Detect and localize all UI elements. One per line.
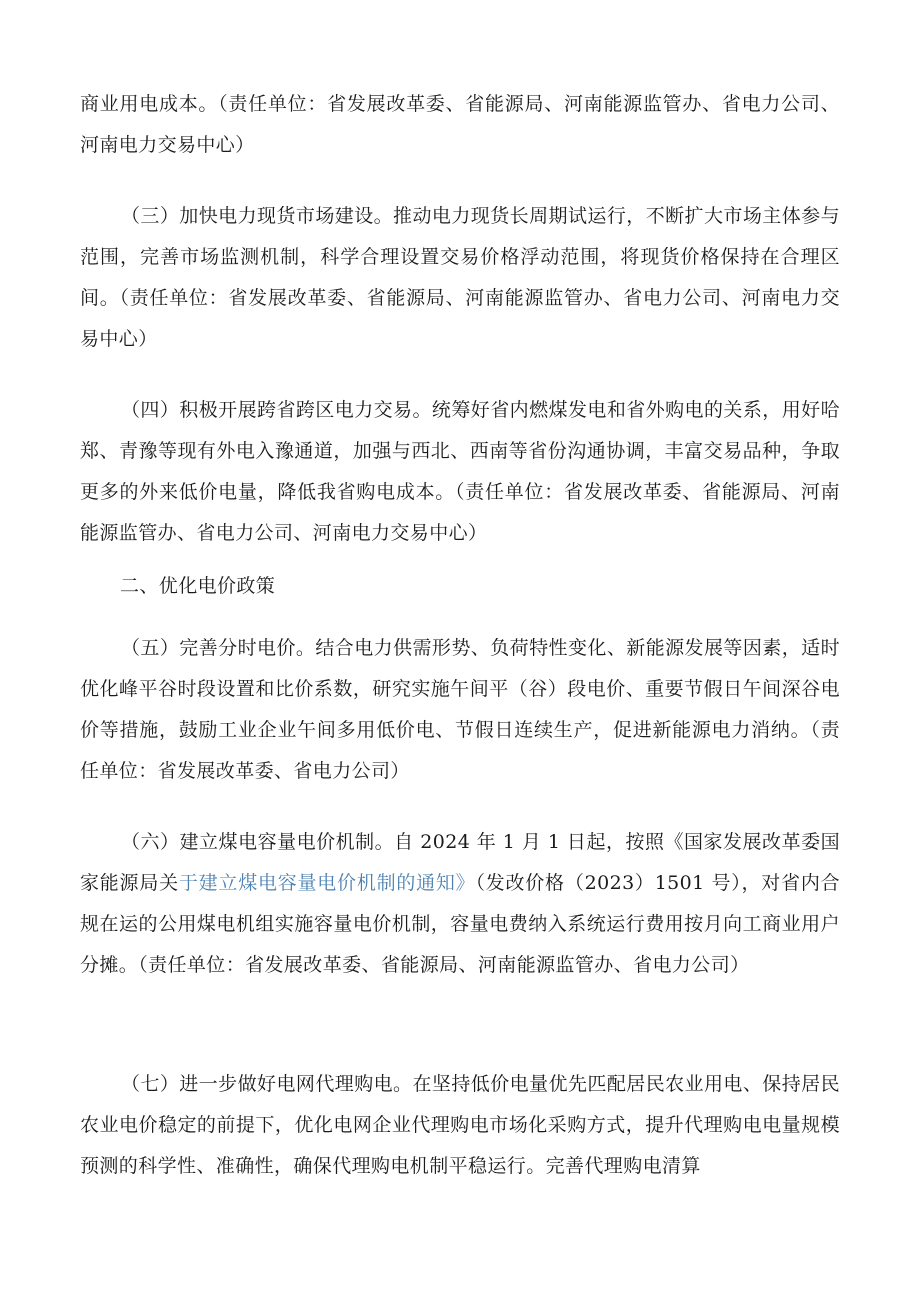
paragraph-item-6-text-cont: （发改价格（2023）1501 号），对省内合规在运的公用煤电机组实施容量电价机制，容量电费纳入系统运行费用按月向工商业用户分摊。（责任单位：省发展改革委、省能源局、河南能源监管办、省电力公司） [80, 872, 840, 976]
notice-link[interactable]: 于建立煤电容量电价机制的通知》 [178, 872, 476, 894]
paragraph-item-7: （七）进一步做好电网代理购电。在坚持低价电量优先匹配居民农业用电、保持居民农业电价稳定的前提下，优化电网企业代理购电市场化采购方式，提升代理购电电量规模预测的科学性、准确性，确保代理购电机制平稳运行。完善代理购电清算 [80, 1073, 840, 1177]
paragraph-item-5: （五）完善分时电价。结合电力供需形势、负荷特性变化、新能源发展等因素，适时优化峰平谷时段设置和比价系数，研究实施午间平（谷）段电价、重要节假日午间深谷电价等措施，鼓励工业企业午间多用低价电、节假日连续生产，促进新能源电力消纳。（责任单位：省发展改革委、省电力公司） [80, 637, 840, 782]
paragraph-item-6-text: （六）建立煤电容量电价机制。自 2024 年 1 月 1 日起，按照《国家发展改革委国家能源局关 [80, 831, 840, 894]
paragraph-item-6 [80, 822, 840, 986]
paragraph-item-3: （三）加快电力现货市场建设。推动电力现货长周期试运行，不断扩大市场主体参与范围，完善市场监测机制，科学合理设置交易价格浮动范围，将现货价格保持在合理区间。（责任单位：省发展改革委、省能源局、河南能源监管办、省电力公司、河南电力交易中心） [80, 205, 840, 350]
section-heading-2: 二、优化电价政策 [120, 575, 276, 597]
paragraph-item-4: （四）积极开展跨省跨区电力交易。统筹好省内燃煤发电和省外购电的关系，用好哈郑、青豫等现有外电入豫通道，加强与西北、西南等省份沟通协调，丰富交易品种，争取更多的外来低价电量，降低我省购电成本。（责任单位：省发展改革委、省能源局、河南能源监管办、省电力公司、河南电力交易中心） [80, 399, 840, 544]
paragraph-continuation: 商业用电成本。（责任单位：省发展改革委、省能源局、河南能源监管办、省电力公司、河南电力交易中心） [80, 93, 840, 156]
